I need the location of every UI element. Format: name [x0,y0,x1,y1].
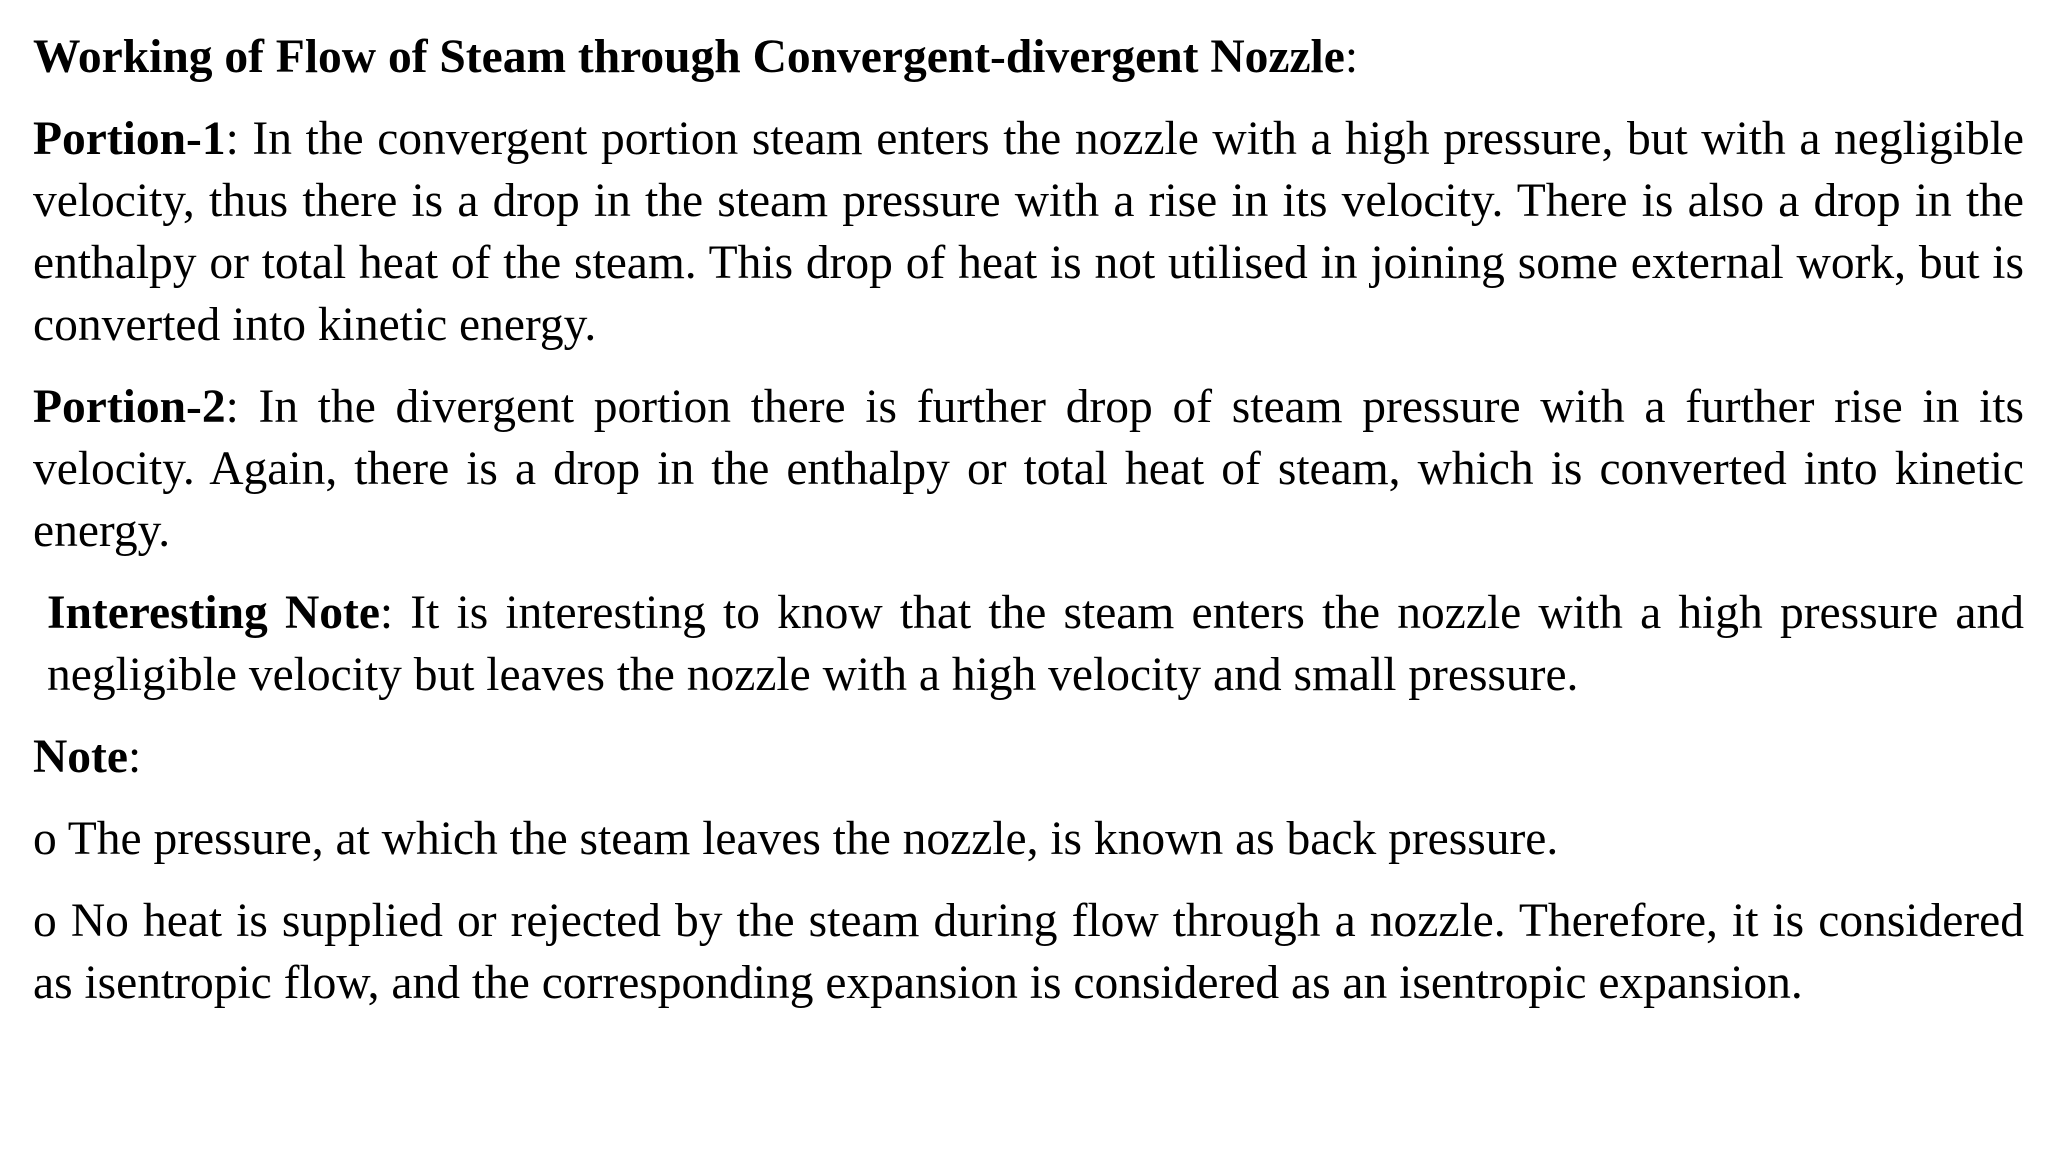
note-colon: : [127,731,142,783]
portion-1-label: Portion-1 [33,113,226,165]
document-body [33,26,2024,1014]
interesting-note-paragraph [33,582,2024,706]
portion-2-label: Portion-2 [33,381,226,433]
note-bullet-back-pressure: o The pressure, at which the steam leaves the nozzle, is known as back pressure. [33,813,1559,865]
portion-1-paragraph [33,108,2024,356]
document-heading [33,26,2024,88]
heading-colon: : [1344,31,1359,83]
heading-title: Working of Flow of Steam through Convergent-divergent Nozzle [33,31,1345,83]
note-bullet-isentropic: o No heat is supplied or rejected by the steam during flow through a nozzle. Therefore, it is considered as isentropic flow, and the corresponding expansion is considered as an isentropic expansion. [33,895,2024,1009]
note-heading [33,726,2024,788]
interesting-note-label: Interesting Note [47,587,380,639]
interesting-note-text: : It is interesting to know that the steam enters the nozzle with a high pressure and negligible velocity but leaves the nozzle with a high velocity and small pressure. [47,587,2024,701]
note-label: Note [33,731,128,783]
portion-2-text: : In the divergent portion there is further drop of steam pressure with a further rise in its velocity. Again, there is a drop in the enthalpy or total heat of steam, which is converted into kinetic energy. [33,381,2024,557]
portion-2-paragraph [33,376,2024,562]
portion-1-text: : In the convergent portion steam enters the nozzle with a high pressure, but with a negligible velocity, thus there is a drop in the steam pressure with a rise in its velocity. There is also a drop in the enthalpy or total heat of the steam. This drop of heat is not utilised in joining some external work, but is converted into kinetic energy. [33,113,2024,351]
